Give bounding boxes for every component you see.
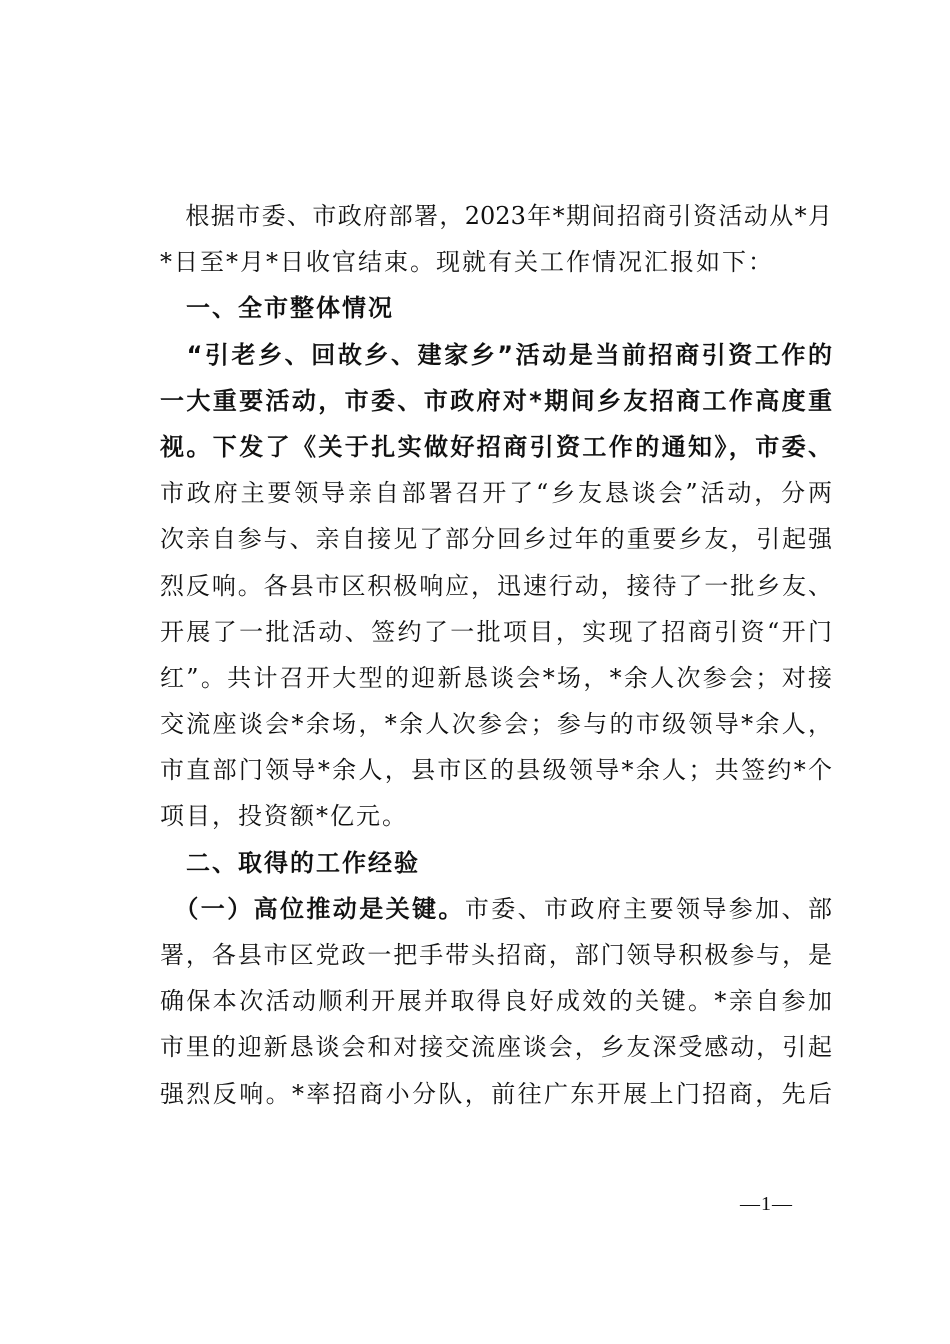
- section-heading: 一、全市整体情况: [160, 294, 394, 323]
- paragraph-line: 市里的迎新恳谈会和对接交流座谈会，乡友深受感动，引起: [160, 1033, 832, 1062]
- bold-char: 视。下发了《关于扎实做好招商引资工作的通知》，市委、: [160, 432, 832, 461]
- paragraph-line: 项目，投资额*亿元。: [160, 802, 408, 831]
- paragraph-text: 市委、市政府主要领导参加、部: [464, 894, 833, 923]
- paragraph-line: 次亲自参与、亲自接见了部分回乡过年的重要乡友，引起强: [160, 525, 832, 554]
- paragraph-line: *日至*月*日收官结束。现就有关工作情况汇报如下：: [160, 248, 774, 277]
- paragraph-line: 烈反响。各县市区积极响应，迅速行动，接待了一批乡友、: [160, 571, 832, 600]
- paragraph-line: 市直部门领导*余人，县市区的县级领导*余人；共签约*个: [160, 756, 832, 785]
- document-body: [160, 193, 832, 1117]
- paragraph-line-bold: 一大重要活动，市委、市政府对*期间乡友招商工作高度重: [160, 386, 832, 415]
- paragraph-line-bold: “引老乡、回故乡、建家乡”活动是当前招商引资工作的: [160, 340, 832, 369]
- paragraph-line: [160, 886, 832, 932]
- paragraph-line: 开展了一批活动、签约了一批项目，实现了招商引资“开门: [160, 617, 832, 646]
- section-heading: 二、取得的工作经验: [160, 848, 420, 877]
- paragraph-line: 交流座谈会*余场，*余人次参会；参与的市级领导*余人，: [160, 710, 832, 739]
- paragraph-line: [160, 424, 832, 470]
- paragraph-line: 署，各县市区党政一把手带头招商，部门领导积极参与，是: [160, 941, 832, 969]
- paragraph-line: 市政府主要领导亲自部署召开了“乡友恳谈会”活动，分两: [160, 479, 832, 508]
- paragraph-line: 根据市委、市政府部署，2023年*期间招商引资活动从*月: [160, 202, 832, 230]
- paragraph-line: 确保本次活动顺利开展并取得良好成效的关键。*亲自参加: [160, 987, 832, 1016]
- subsection-heading: （一）高位推动是关键。: [160, 894, 465, 923]
- paragraph-line: 强烈反响。*率招商小分队，前往广东开展上门招商，先后: [160, 1079, 832, 1108]
- page-number: —1—: [740, 1193, 793, 1215]
- paragraph-line: 红”。共计召开大型的迎新恳谈会*场，*余人次参会；对接: [160, 663, 832, 692]
